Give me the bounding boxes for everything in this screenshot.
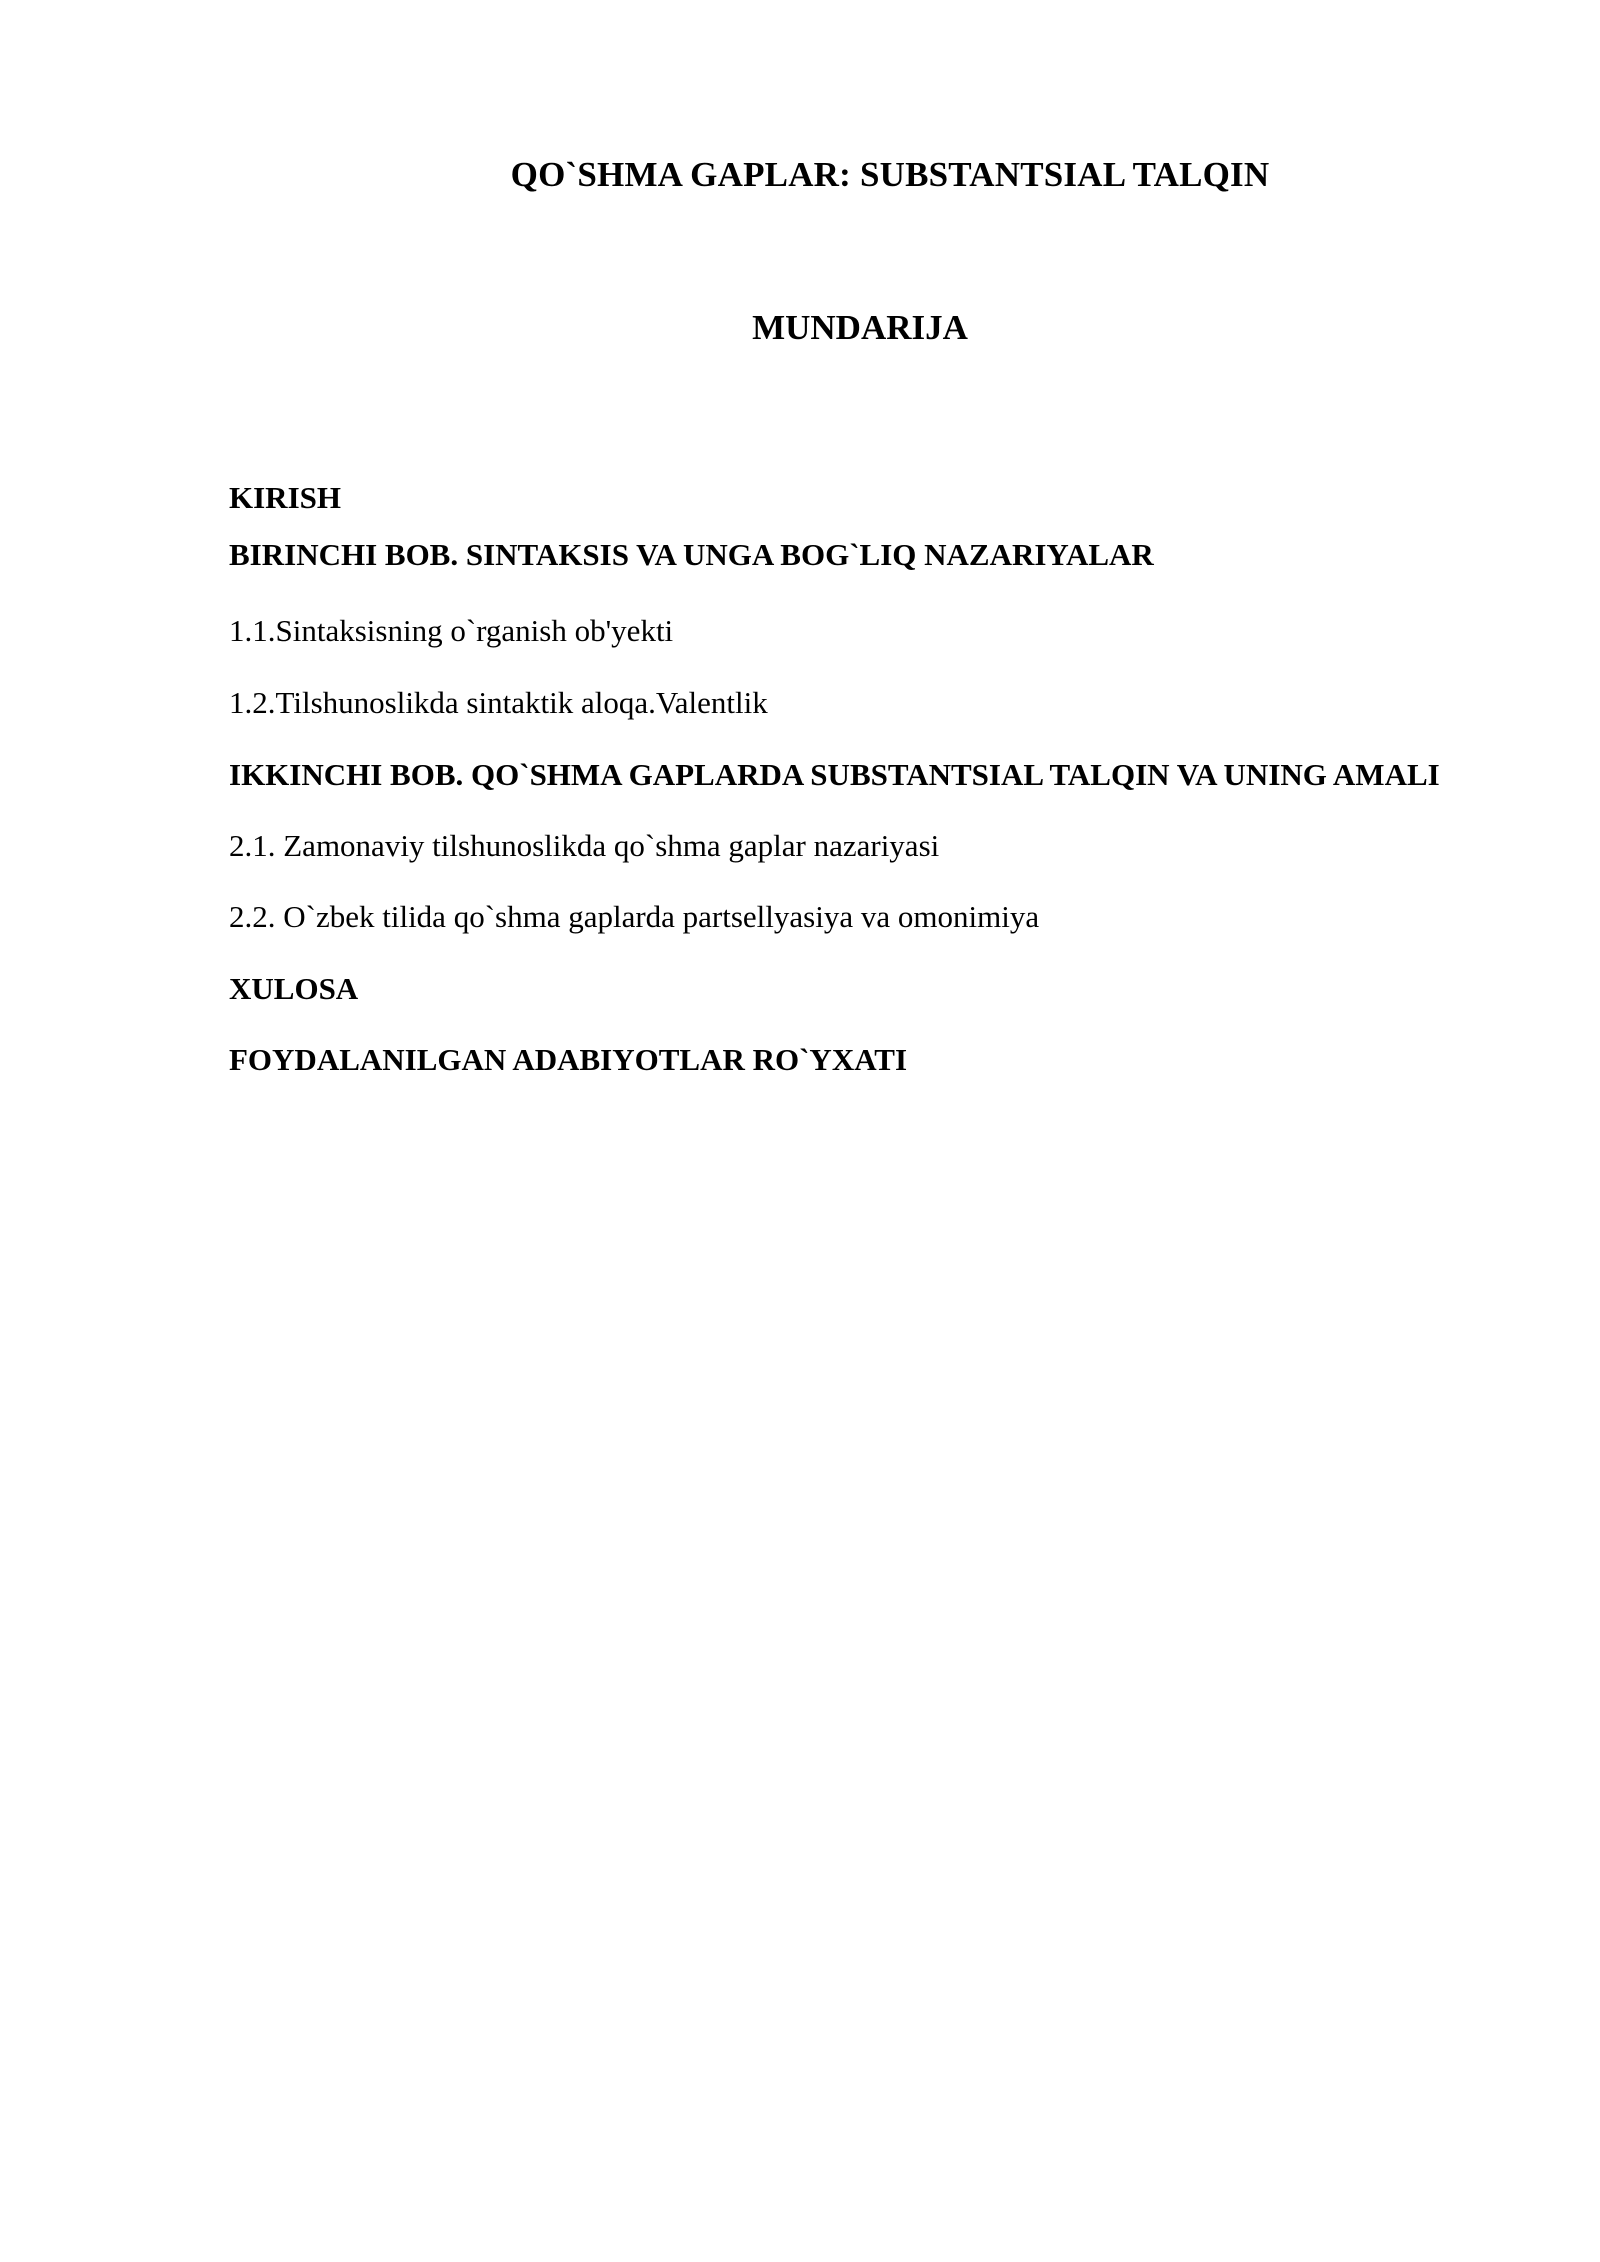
toc-item-references: FOYDALANILGAN ADABIYOTLAR RO`YXATI [229, 1042, 908, 1077]
toc-item-xulosa: XULOSA [229, 971, 359, 1006]
toc-item-section-1-2: 1.2.Tilshunoslikda sintaktik aloqa.Valentlik [229, 685, 768, 720]
toc-item-chapter-1: BIRINCHI BOB. SINTAKSIS VA UNGA BOG`LIQ NAZARIYALAR [229, 537, 1154, 572]
toc-item-kirish: KIRISH [229, 480, 341, 515]
toc-item-chapter-2: IKKINCHI BOB. QO`SHMA GAPLARDA SUBSTANTSIAL TALQIN VA UNING AMALI [229, 757, 1440, 792]
toc-heading: MUNDARIJA [752, 308, 968, 347]
toc-item-section-2-2: 2.2. O`zbek tilida qo`shma gaplarda partsellyasiya va omonimiya [229, 899, 1040, 934]
toc-item-section-2-1: 2.1. Zamonaviy tilshunoslikda qo`shma gaplar nazariyasi [229, 828, 940, 863]
document-title: QO`SHMA GAPLAR: SUBSTANTSIAL TALQIN [510, 155, 1270, 194]
toc-item-section-1-1: 1.1.Sintaksisning o`rganish ob'yekti [229, 613, 674, 648]
